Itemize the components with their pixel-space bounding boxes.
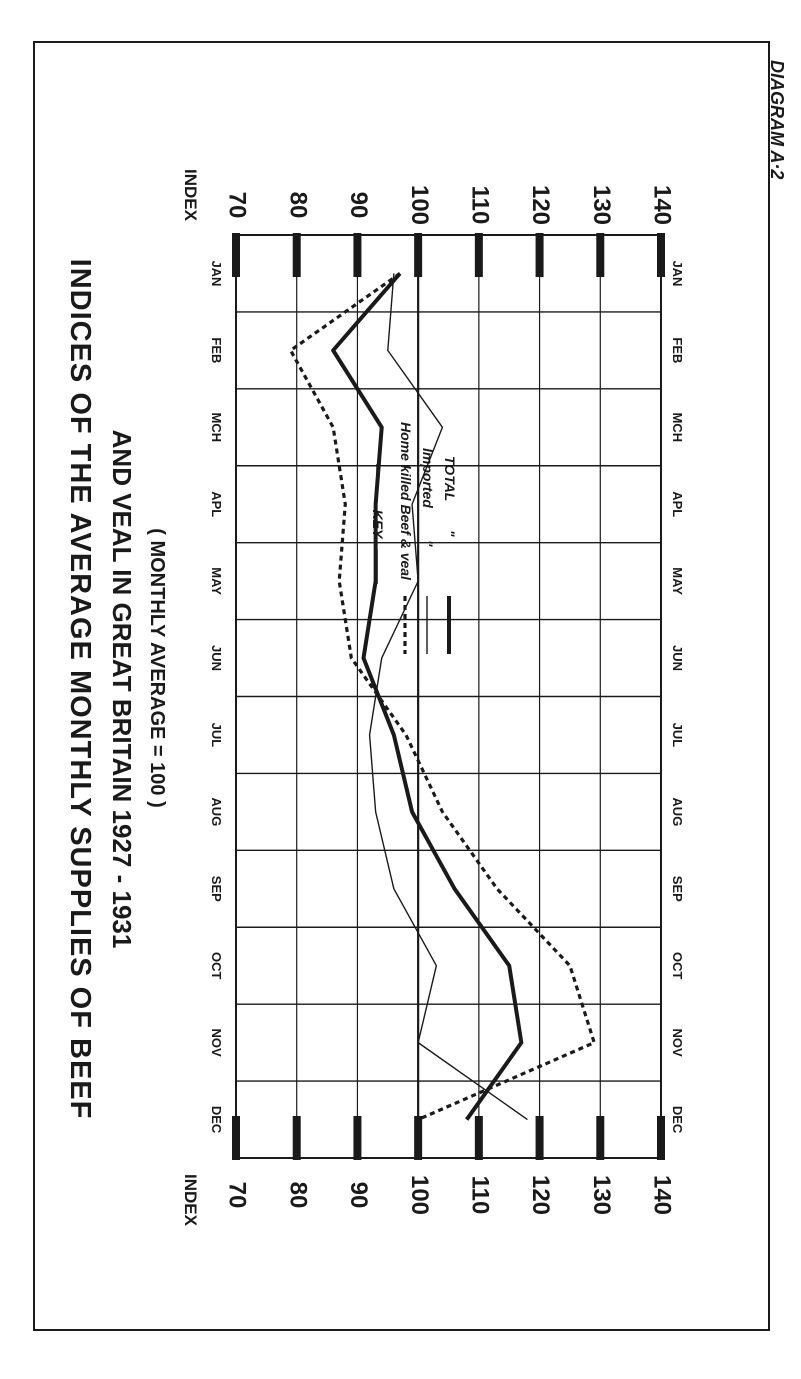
month-label-top-sep: SEP [670,875,685,902]
grid-marker-left-100 [414,233,422,277]
month-label-bottom-dec: DEC [209,1105,224,1134]
y-axis-title-right: INDEX [181,1174,200,1226]
tick-left-110: 110 [466,185,494,225]
month-label-bottom-sep: SEP [209,875,224,902]
grid-marker-right-80 [293,1116,301,1160]
tick-right-110: 110 [466,1175,494,1215]
grid-marker-right-140 [657,1116,665,1160]
month-label-bottom-feb: FEB [209,337,224,364]
month-label-top-jul: JUL [670,722,685,748]
y-axis-title-left: INDEX [181,169,200,221]
tick-left-70: 70 [223,191,251,219]
month-label-bottom-nov: NOV [209,1028,224,1057]
chart-title: INDICES OF THE AVERAGE MONTHLY SUPPLIES OF BEEF [64,258,96,1120]
tick-left-120: 120 [527,184,555,226]
grid-marker-left-140 [657,233,665,277]
tick-left-80: 80 [284,191,312,219]
tick-right-120: 120 [527,1174,555,1216]
grid-marker-left-90 [353,233,361,277]
grid-marker-right-130 [596,1116,604,1160]
month-label-top-jan: JAN [670,260,685,287]
chart-caption: ( MONTHLY AVERAGE = 100 ) [146,528,168,808]
tick-right-80: 80 [284,1181,312,1209]
month-label-top-jun: JUN [670,645,685,672]
grid-marker-left-110 [475,233,483,277]
month-label-top-may: MAY [670,567,685,595]
month-label-bottom-jun: JUN [209,645,224,672]
tick-left-130: 130 [587,184,615,226]
month-label-top-mch: MCH [670,412,685,443]
grid-marker-left-120 [536,233,544,277]
month-label-bottom-oct: OCT [209,951,224,980]
tick-right-90: 90 [345,1181,373,1209]
tick-right-140: 140 [648,1174,676,1216]
grid-marker-left-70 [232,233,240,277]
grid-marker-right-90 [353,1116,361,1160]
grid-marker-left-130 [596,233,604,277]
month-label-top-aug: AUG [670,797,685,827]
legend-label-home-killed: Home killed Beef & veal [398,422,414,580]
tick-left-100: 100 [405,184,433,226]
month-label-bottom-mch: MCH [209,412,224,443]
month-label-bottom-may: MAY [209,567,224,595]
plot-area [209,185,685,1215]
tick-right-70: 70 [223,1181,251,1209]
month-label-top-oct: OCT [670,951,685,980]
month-label-top-apl: APL [670,491,685,518]
legend-title: KEY [370,509,386,539]
month-label-bottom-jan: JAN [209,260,224,287]
tick-left-90: 90 [345,191,373,219]
legend-label-total: TOTAL [442,456,458,502]
tick-right-100: 100 [405,1174,433,1216]
rotated-chart [64,60,787,1227]
legend-label-imported: Imported [420,448,436,508]
tick-left-140: 140 [648,184,676,226]
grid-marker-right-70 [232,1116,240,1160]
month-label-top-dec: DEC [670,1105,685,1134]
month-label-bottom-apl: APL [209,491,224,518]
month-label-bottom-jul: JUL [209,722,224,748]
grid-marker-right-120 [536,1116,544,1160]
grid-marker-right-100 [414,1116,422,1160]
diagram-label: DIAGRAM A·2 [767,60,787,180]
month-label-bottom-aug: AUG [209,797,224,827]
grid-marker-right-110 [475,1116,483,1160]
legend-ditto-imported: " [420,540,436,547]
month-label-top-feb: FEB [670,337,685,364]
tick-right-130: 130 [587,1174,615,1216]
chart-subtitle: AND VEAL IN GREAT BRITAIN 1927 - 1931 [107,429,137,949]
legend-ditto-total: " [442,530,458,537]
grid-marker-left-80 [293,233,301,277]
month-label-top-nov: NOV [670,1028,685,1057]
